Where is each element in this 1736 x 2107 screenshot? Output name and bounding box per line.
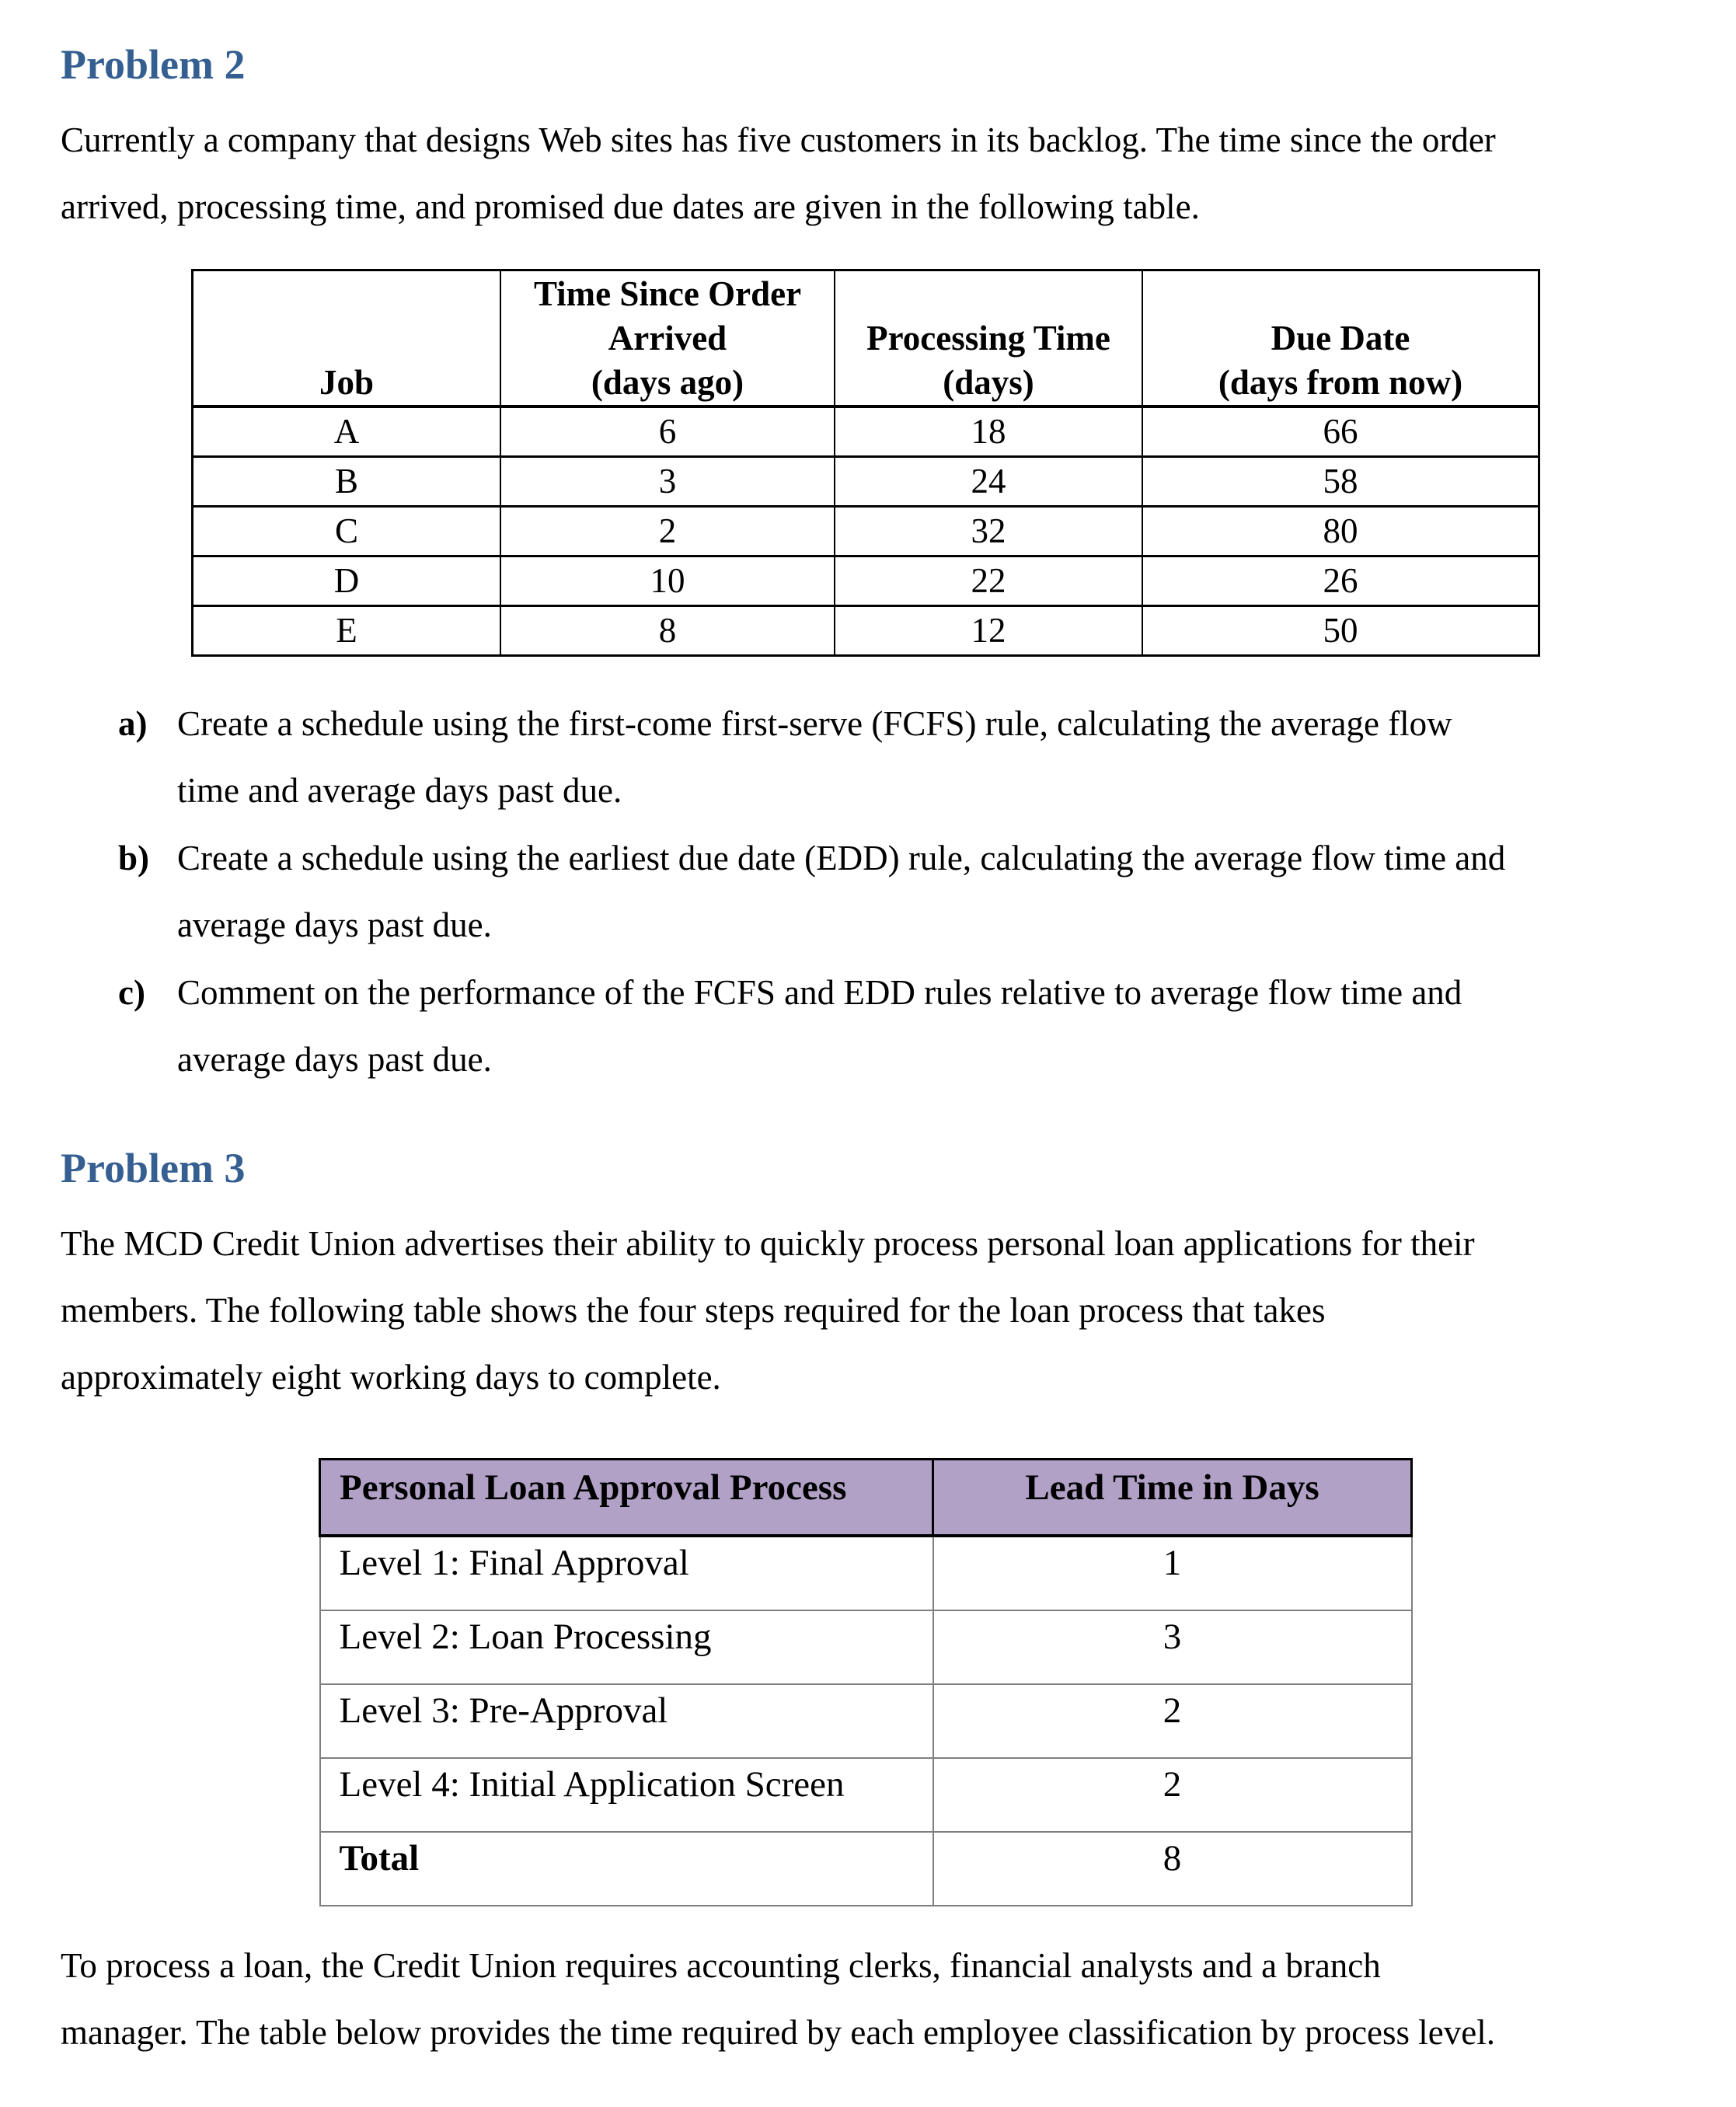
col-header-process: Personal Loan Approval Process bbox=[320, 1460, 933, 1537]
problem-2-intro bbox=[61, 106, 1496, 240]
intro-line: members. The following table shows the four steps required for the loan process that takes bbox=[61, 1291, 1326, 1330]
cell-due: 50 bbox=[1142, 606, 1539, 656]
cell-processing: 12 bbox=[835, 606, 1142, 656]
cell-job: C bbox=[193, 507, 501, 556]
cell-lead-time: 2 bbox=[933, 1684, 1412, 1758]
cell-processing: 24 bbox=[835, 457, 1142, 507]
intro-line: arrived, processing time, and promised due dates are given in the following table. bbox=[61, 187, 1200, 226]
cell-due: 58 bbox=[1142, 457, 1539, 507]
intro-line: The MCD Credit Union advertises their ability to quickly process personal loan applications for their bbox=[61, 1224, 1475, 1263]
table-row bbox=[320, 1684, 1412, 1758]
cell-time-since: 10 bbox=[500, 556, 835, 606]
outro-line: To process a loan, the Credit Union requires accounting clerks, financial analysts and a branch bbox=[61, 1946, 1381, 1985]
cell-processing: 32 bbox=[835, 507, 1142, 556]
cell-time-since: 6 bbox=[500, 406, 835, 457]
table-header-row bbox=[320, 1460, 1412, 1537]
table-row bbox=[320, 1610, 1412, 1684]
cell-lead-time: 3 bbox=[933, 1610, 1412, 1684]
col-header-lead-time: Lead Time in Days bbox=[933, 1460, 1412, 1537]
problem-3-heading: Problem 3 bbox=[61, 1145, 246, 1191]
intro-line: Currently a company that designs Web sites has five customers in its backlog. The time since the order bbox=[61, 120, 1496, 159]
col-header-time-since-order: Time Since Order Arrived (days ago) bbox=[500, 270, 835, 407]
question-a: a) Create a schedule using the first-come first-serve (FCFS) rule, calculating the average flow time and average days past due. bbox=[118, 690, 1452, 824]
cell-process-level: Level 4: Initial Application Screen bbox=[320, 1758, 933, 1832]
cell-process-level: Level 3: Pre-Approval bbox=[320, 1684, 933, 1758]
table-header-row bbox=[193, 270, 1539, 407]
cell-process-level: Level 2: Loan Processing bbox=[320, 1610, 933, 1684]
question-a-label: a) bbox=[118, 704, 148, 743]
cell-job: D bbox=[193, 556, 501, 606]
col-header-processing-time: Processing Time (days) bbox=[835, 270, 1142, 407]
cell-due: 80 bbox=[1142, 507, 1539, 556]
problem-2-heading: Problem 2 bbox=[61, 41, 246, 88]
table-row bbox=[320, 1758, 1412, 1832]
cell-processing: 18 bbox=[835, 406, 1142, 457]
table-row bbox=[193, 507, 1539, 556]
question-c-label: c) bbox=[118, 973, 145, 1012]
intro-line: approximately eight working days to complete. bbox=[61, 1358, 721, 1397]
table-total-row bbox=[320, 1832, 1412, 1906]
problem-3-intro bbox=[61, 1210, 1475, 1411]
cell-lead-time: 1 bbox=[933, 1536, 1412, 1610]
question-b-label: b) bbox=[118, 839, 150, 877]
cell-time-since: 3 bbox=[500, 457, 835, 507]
table-row bbox=[193, 406, 1539, 457]
table-row bbox=[193, 556, 1539, 606]
cell-processing: 22 bbox=[835, 556, 1142, 606]
cell-job: B bbox=[193, 457, 501, 507]
cell-time-since: 8 bbox=[500, 606, 835, 656]
cell-job: E bbox=[193, 606, 501, 656]
problem-3-outro bbox=[61, 1932, 1495, 2066]
table-row bbox=[320, 1536, 1412, 1610]
table-row bbox=[193, 457, 1539, 507]
cell-time-since: 2 bbox=[500, 507, 835, 556]
loan-process-table bbox=[319, 1458, 1413, 1906]
jobs-table bbox=[191, 269, 1540, 657]
cell-total-value: 8 bbox=[933, 1832, 1412, 1906]
col-header-job: Job bbox=[193, 270, 501, 407]
cell-due: 26 bbox=[1142, 556, 1539, 606]
col-header-due-date: Due Date (days from now) bbox=[1142, 270, 1539, 407]
outro-line: manager. The table below provides the time required by each employee classification by process level. bbox=[61, 2013, 1496, 2052]
question-b: b) Create a schedule using the earliest due date (EDD) rule, calculating the average flow time and average days past due. bbox=[118, 825, 1505, 958]
question-c: c) Comment on the performance of the FCFS and EDD rules relative to average flow time and average days past due. bbox=[118, 959, 1462, 1093]
cell-process-level: Level 1: Final Approval bbox=[320, 1536, 933, 1610]
cell-job: A bbox=[193, 406, 501, 457]
cell-lead-time: 2 bbox=[933, 1758, 1412, 1832]
cell-due: 66 bbox=[1142, 406, 1539, 457]
table-row bbox=[193, 606, 1539, 656]
cell-total-label: Total bbox=[320, 1832, 933, 1906]
